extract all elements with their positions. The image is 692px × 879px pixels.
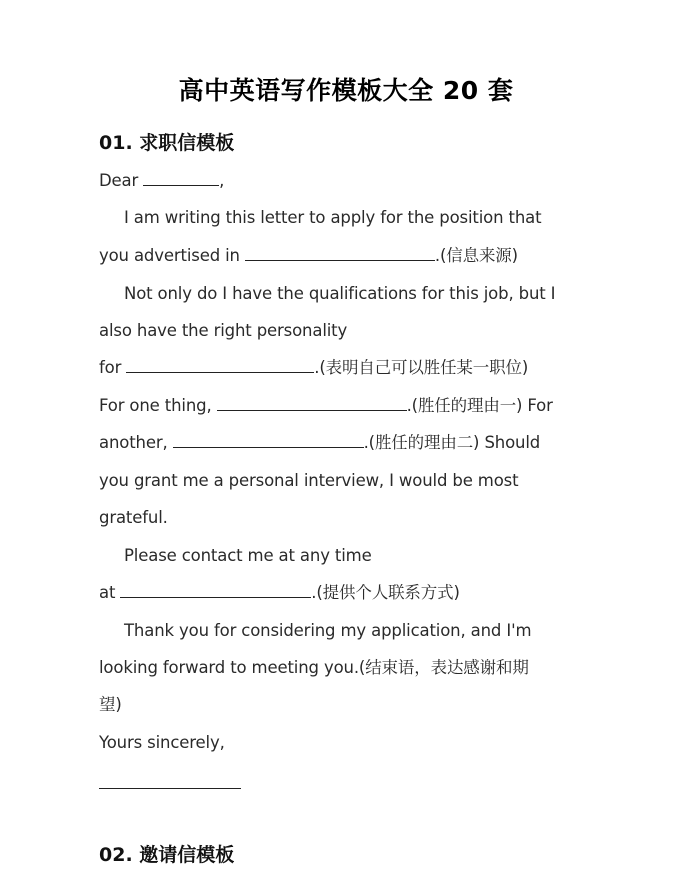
text-span: another, [99,433,168,452]
section-heading-01: 01. 求职信模板 [99,132,235,154]
paragraph-2-line-3 [99,356,528,380]
text-span: you advertised in [99,246,240,265]
salutation-line [99,169,224,193]
contact-blank [120,581,311,598]
paragraph-3-line-4: grateful. [99,508,168,527]
hint-span: .(表明自己可以胜任某一职位) [314,358,529,377]
salutation-comma: , [219,171,225,190]
reason-one-blank [217,394,407,411]
paragraph-1-line-1: I am writing this letter to apply for the position that [124,208,542,227]
recipient-blank [143,169,219,186]
paragraph-3-line-2 [99,431,540,455]
paragraph-2-line-2: also have the right personality [99,321,348,340]
document-title: 高中英语写作模板大全 20 套 [178,76,514,105]
hint-span: .(提供个人联系方式) [311,583,460,602]
position-blank [126,356,314,373]
paragraph-1-line-2 [99,244,518,268]
text-span: for [99,358,122,377]
closing-line: Yours sincerely, [99,733,225,752]
paragraph-3-line-1 [99,394,553,418]
paragraph-5-line-3: 望) [99,695,122,714]
hint-span: .(胜任的理由一) For [406,396,553,415]
reason-two-blank [173,431,364,448]
hint-span: .(信息来源) [434,246,518,265]
paragraph-2-line-1: Not only do I have the qualifications for this job, but I [124,284,556,303]
paragraph-4-line-2 [99,581,460,605]
paragraph-3-line-3: you grant me a personal interview, I would be most [99,471,519,490]
text-span: at [99,583,116,602]
text-span: For one thing, [99,396,212,415]
hint-span: .(胜任的理由二) Should [363,433,541,452]
salutation-text: Dear [99,171,139,190]
info-source-blank [245,244,435,261]
paragraph-5-line-1: Thank you for considering my application, and I'm [124,621,532,640]
paragraph-4-line-1: Please contact me at any time [124,546,372,565]
section-heading-02: 02. 邀请信模板 [99,844,235,866]
signature-blank [99,788,241,789]
paragraph-5-line-2: looking forward to meeting you.(结束语，表达感谢和期 [99,658,529,677]
